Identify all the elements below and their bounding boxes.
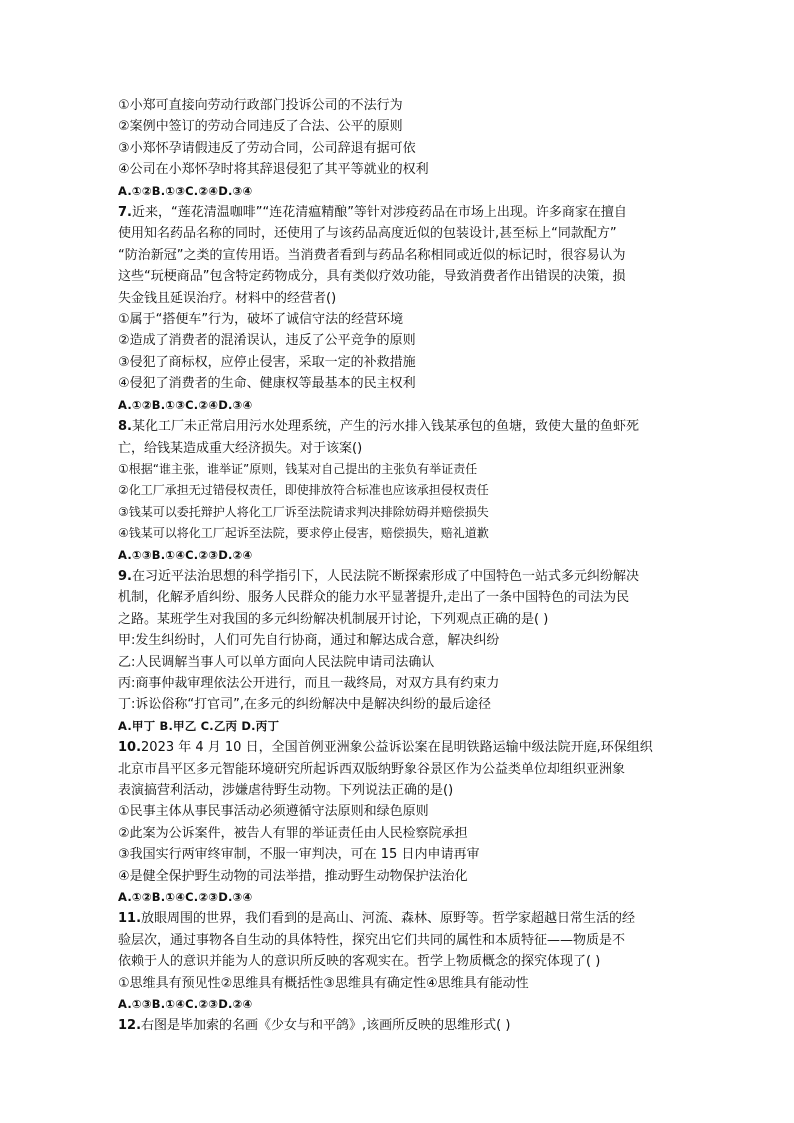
q7-item-4: ④侵犯了消费者的生命、健康权等最基本的民主权利 [118, 376, 416, 392]
q9-item-ding: 丁:诉讼俗称“打官司”,在多元的纠纷解决中是解决纠纷的最后途径 [118, 697, 491, 713]
q11-stem-line-1: 放眼周围的世界，我们看到的是高山、河流、森林、原野等。哲学家超越日常生活的经 [141, 911, 636, 927]
q10-stem-line-3: 表演搞营利活动，涉嫌虐待野生动物。下列说法正确的是() [118, 783, 454, 798]
q8-item-3: ③钱某可以委托辩护人将化工厂诉至法院请求判决排除妨碍并赔偿损失 [118, 504, 489, 519]
q10-stem-line-2: 北京市昌平区多元智能环境研究所起诉西双版纳野象谷景区作为公益类单位却组织亚洲象 [118, 761, 626, 777]
q7-item-1: ①属于“搭便车”行为，破坏了诚信守法的经营环境 [118, 312, 404, 328]
q8-stem-line-1: 某化工厂未正常启用污水处理系统，产生的污水排入钱某承包的鱼塘，致使大量的鱼虾死 [131, 419, 639, 435]
q9-item-yi: 乙:人民调解当事人可以单方面向人民法院申请司法确认 [118, 654, 435, 670]
q9-number: 9. [118, 568, 132, 584]
q7-number: 7. [118, 205, 132, 221]
q7-answer-options: A.①②B.①③C.②④D.③④ [118, 397, 253, 412]
q7-stem-line-1: 近来，“莲花清温咖啡”“连花清瘟精酿”等针对涉疫药品在市场上出现。许多商家在擅自 [131, 205, 627, 221]
q10-answer-options: A.①②B.①④C.②③D.③④ [118, 890, 253, 905]
q10-number: 10. [118, 740, 142, 756]
q6-item-4: ④公司在小郑怀孕时将其辞退侵犯了其平等就业的权利 [118, 162, 429, 178]
q11-items: ①思维具有预见性②思维具有概括性③思维具有确定性④思维具有能动性 [118, 975, 529, 991]
q9-stem-line-3: 之路。某班学生对我国的多元纠纷解决机制展开讨论，下列观点正确的是( ) [118, 611, 549, 627]
q8-stem-line-2: 亡，给钱某造成重大经济损失。对于该案() [118, 440, 363, 456]
q9-item-bing: 丙:商事仲裁审理依法公开进行，而且一裁终局，对双方具有约束力 [118, 675, 500, 691]
q7-stem-line-4: 这些“玩梗商品”包含特定药物成分，具有类似疗效功能，导致消费者作出错误的决策，损 [118, 269, 626, 285]
q9-stem-line-1: 在习近平法治思想的科学指引下，人民法院不断探索形成了中国特色一站式多元纠纷解决 [131, 568, 639, 584]
q6-item-1: ①小郑可直接向劳动行政部门投诉公司的不法行为 [118, 98, 403, 113]
q10-stem-line-1: 2023 年 4 月 10 日，全国首例亚洲象公益诉讼案在昆明铁路运输中级法院开庭,环保组织 [141, 740, 653, 756]
q8-number: 8. [118, 419, 132, 435]
question-7 [118, 202, 694, 416]
q9-answer-options: A.甲丁 B.甲乙 C.乙丙 D.丙丁 [118, 718, 280, 733]
question-10 [118, 737, 694, 908]
q6-item-2: ②案例中签订的劳动合同违反了合法、公平的原则 [118, 119, 403, 135]
question-12 [118, 1015, 694, 1036]
q11-stem-line-2: 验层次，通过事物各自生动的具体特性，探究出它们共同的属性和本质特征——物质是不 [118, 932, 626, 948]
q6-answer-options: A.①②B.①③C.②④D.③④ [118, 183, 253, 198]
q11-answer-options: A.①③B.①④C.②③D.②④ [118, 997, 253, 1012]
question-11 [118, 908, 694, 1015]
question-9 [118, 566, 694, 737]
q7-stem-line-5: 失金钱且延误治疗。材料中的经营者() [118, 290, 337, 306]
q10-item-3: ③我国实行两审终审制，不服一审判决，可在 15 日内申请再审 [118, 847, 480, 863]
q7-stem-line-3: “防治新冠”之类的宣传用语。当消费者看到与药品名称相同或近似的标记时，很容易认为 [118, 247, 626, 263]
q8-item-1: ①根据“谁主张，谁举证”原则，钱某对自己提出的主张负有举证责任 [118, 461, 478, 476]
q11-number: 11. [118, 911, 142, 927]
question-6-items [118, 95, 694, 181]
q10-item-4: ④是健全保护野生动物的司法举措，推动野生动物保护法治化 [118, 868, 468, 884]
q7-item-3: ③侵犯了商标权，应停止侵害，采取一定的补救措施 [118, 354, 416, 370]
q7-item-2: ②造成了消费者的混淆误认，违反了公平竞争的原则 [118, 333, 416, 349]
q6-item-3: ③小郑怀孕请假违反了劳动合同，公司辞退有据可依 [118, 140, 416, 156]
q10-item-2: ②此案为公诉案件，被告人有罪的举证责任由人民检察院承担 [118, 825, 468, 841]
q7-stem-line-2: 使用知名药品名称的同时，还使用了与该药品高度近似的包装设计,甚至标上“同款配方” [118, 226, 617, 242]
q8-item-2: ②化工厂承担无过错侵权责任，即使排放符合标准也应该承担侵权责任 [118, 483, 489, 498]
q8-item-4: ④钱某可以将化工厂起诉至法院，要求停止侵害，赔偿损失，赔礼道歉 [118, 526, 489, 541]
q12-stem: 右图是毕加索的名画《少女与和平鸽》,该画所反映的思维形式( ) [141, 1018, 511, 1034]
q11-stem-line-3: 依赖于人的意识并能为人的意识所反映的客观实在。哲学上物质概念的探究体现了( ) [118, 954, 601, 970]
q9-stem-line-2: 机制，化解矛盾纠纷、服务人民群众的能力水平显著提升,走出了一条中国特色的司法为民 [118, 590, 630, 606]
q10-item-1: ①民事主体从事民事活动必须遵循守法原则和绿色原则 [118, 804, 429, 820]
q12-number: 12. [118, 1018, 142, 1034]
question-8 [118, 416, 694, 566]
q9-item-jia: 甲:发生纠纷时，人们可先自行协商，通过和解达成合意，解决纠纷 [118, 633, 500, 649]
q8-answer-options: A.①③B.①④C.②③D.②④ [118, 547, 253, 562]
